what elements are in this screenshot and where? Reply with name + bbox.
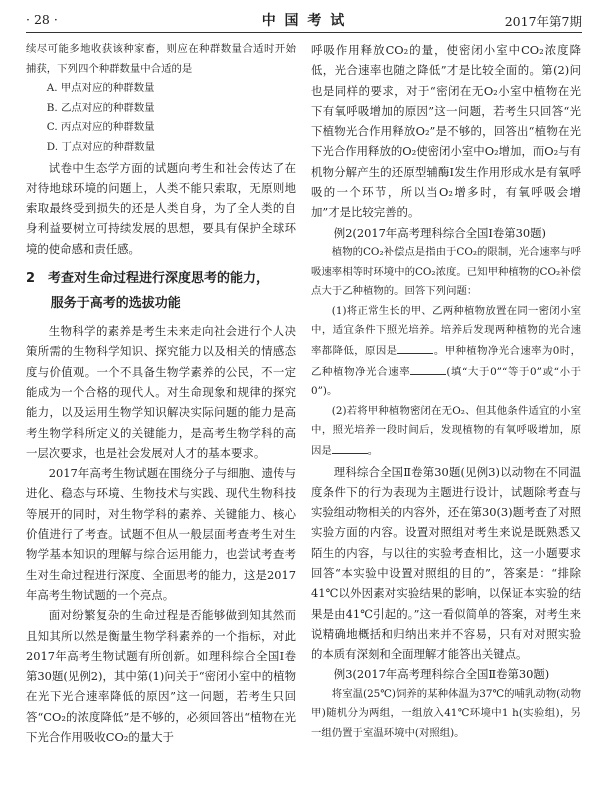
- q1-text-a: (1)将正常生长的甲、乙两种植物放置在同一密闭小室中，适宜条件下照光培养。培养后发现两种植物的光合速率都降低，原因是: [311, 304, 581, 357]
- continuation-paragraph: 呼吸作用释放CO₂的量，使密闭小室中CO₂浓度降低，光合速率也随之降低”才是比较全面的。第(2)问也是同样的要求，对于“密闭在无O₂小室中植物在光下有氧呼吸增加的原因”这一问题，若考生只回答“光下植物光合作用释放O₂”是不够的，回答出“植物在光下光合作用释放的O₂使密闭小室中O₂增加，而O₂与有机物分解产生的还原型辅酶Ⅰ发生作用形成水是有氧呼吸的一个环节，所以当O₂增多时，有氧呼吸会增加”才是比较完善的。: [311, 43, 581, 220]
- answer-blank: [397, 341, 433, 354]
- option-b: B. 乙点对应的种群数量: [46, 101, 155, 114]
- page-header: [26, 10, 582, 32]
- journal-title: 中 国 考 试: [261, 13, 347, 29]
- complex-process-paragraph: 面对纷繁复杂的生命过程是否能够做到知其然而且知其所以然是衡量生物学科素养的一个指标，对此2017年高考生物试题有所创新。如理科综合全国Ⅰ卷第30题(见例2)，其中第(1)问关于“密闭小室中的植物在光下光合速率降低的原因”这一问题，若考生只回答“CO₂的浓度降低”是不够的，必须回答出“植物在光下光合作用吸收CO₂的量大于: [26, 608, 296, 744]
- answer-blank: [410, 362, 446, 375]
- section-heading-line2: 服务于高考的选拔功能: [50, 296, 181, 312]
- literacy-paragraph: 生物科学的素养是考生未来走向社会进行个人决策所需的生物科学知识、探究能力以及相关的情感态度与价值观。一个不具备生物学素养的公民，不一定能成为一个合格的现代人。对生命现象和规律的探究能力，以及运用生物学知识解决实际问题的能力是高考生物学科所定义的关键能力，是高考生物学科的高一层次要求，也是社会发展对人才的基本要求。: [26, 324, 296, 460]
- option-c: C. 丙点对应的种群数量: [46, 121, 155, 134]
- left-column: [26, 40, 296, 747]
- q1-text-b: 。甲种植物净光合速率为0时，乙种植物净光合速率: [311, 344, 581, 378]
- example2-question1: [311, 302, 581, 402]
- issue-label: 2017年第7期: [504, 14, 582, 29]
- section-heading-line1: 2 考查对生命过程进行深度思考的能力，: [26, 271, 270, 287]
- q2-text: (2)若将甲种植物密闭在无O₂、但其他条件适宜的小室中，照光培养一段时间后，发现植物的有氧呼吸增加，原因是: [311, 404, 581, 457]
- option-a: A. 甲点对应的种群数量: [46, 82, 155, 95]
- answer-blank: [332, 441, 368, 454]
- q2-text-end: 。: [367, 444, 379, 457]
- example2-question2: [311, 402, 581, 462]
- ecology-paragraph: 试卷中生态学方面的试题向考生和社会传达了在对待地球环境的问题上，人类不能只索取，无原则地索取最终受到损失的还是人类自身，为了全人类的自身利益要树立可持续发展的思想，要具有保护全球环境的使命感和责任感。: [26, 160, 296, 256]
- q1-text-c: (填“大于0”“等于0”或“小于0”)。: [311, 365, 581, 398]
- right-column: [311, 40, 581, 744]
- exam-2017-paragraph: 2017年高考生物试题在围绕分子与细胞、遗传与进化、稳态与环境、生物技术与实践、现代生物科技等展开的同时，对生物学科的素养、关键能力、核心价值进行了考查。试题不但从一般层面考查考生对生物学基本知识的理解与综合运用能力，也尝试考查考生对生命过程进行深度、全面思考的能力，这是2017年高考生物试题的一个亮点。: [26, 466, 296, 602]
- section-heading: [26, 266, 296, 316]
- question-stem: 续尽可能多地收获该种家畜，则应在种群数量合适时开始捕获，下列四个种群数量中合适的是: [26, 43, 296, 75]
- example3-body: 将室温(25℃)饲养的某种体温为37℃的哺乳动物(动物甲)随机分为两组，一组放入41℃环境中1 h(实验组)，另一组仍置于室温环境中(对照组)。: [311, 687, 581, 739]
- experiment-paragraph: 理科综合全国Ⅱ卷第30题(见例3)以动物在不同温度条件下的行为表现为主题进行设计，试题除考查与实验组动物相关的内容外，还在第30(3)题考查了对照实验方面的内容。设置对照组对考生来说是既熟悉又陌生的内容，与以往的实验考查相比，这一小题要求回答“本实验中设置对照组的目的”，答案是：“排除41℃以外因素对实验结果的影响，以保证本实验的结果是由41℃引起的。”这一看似简单的答案，对考生来说精确地概括和归纳出来并不容易，只有对对照实验的本质有深刻和全面理解才能答出关键点。: [311, 464, 581, 662]
- page-number: · 28 ·: [26, 12, 58, 27]
- example3-title: 例3(2017年高考理科综合全国Ⅱ卷第30题): [333, 667, 550, 682]
- example2-title: 例2(2017年高考理科综合全国Ⅰ卷第30题): [333, 225, 546, 240]
- option-d: D. 丁点对应的种群数量: [46, 140, 155, 153]
- example2-body: 植物的CO₂补偿点是指由于CO₂的限制，光合速率与呼吸速率相等时环境中的CO₂浓度。已知甲种植物的CO₂补偿点大于乙种植物的。回答下列问题：: [311, 245, 581, 298]
- header-rule: [26, 32, 582, 33]
